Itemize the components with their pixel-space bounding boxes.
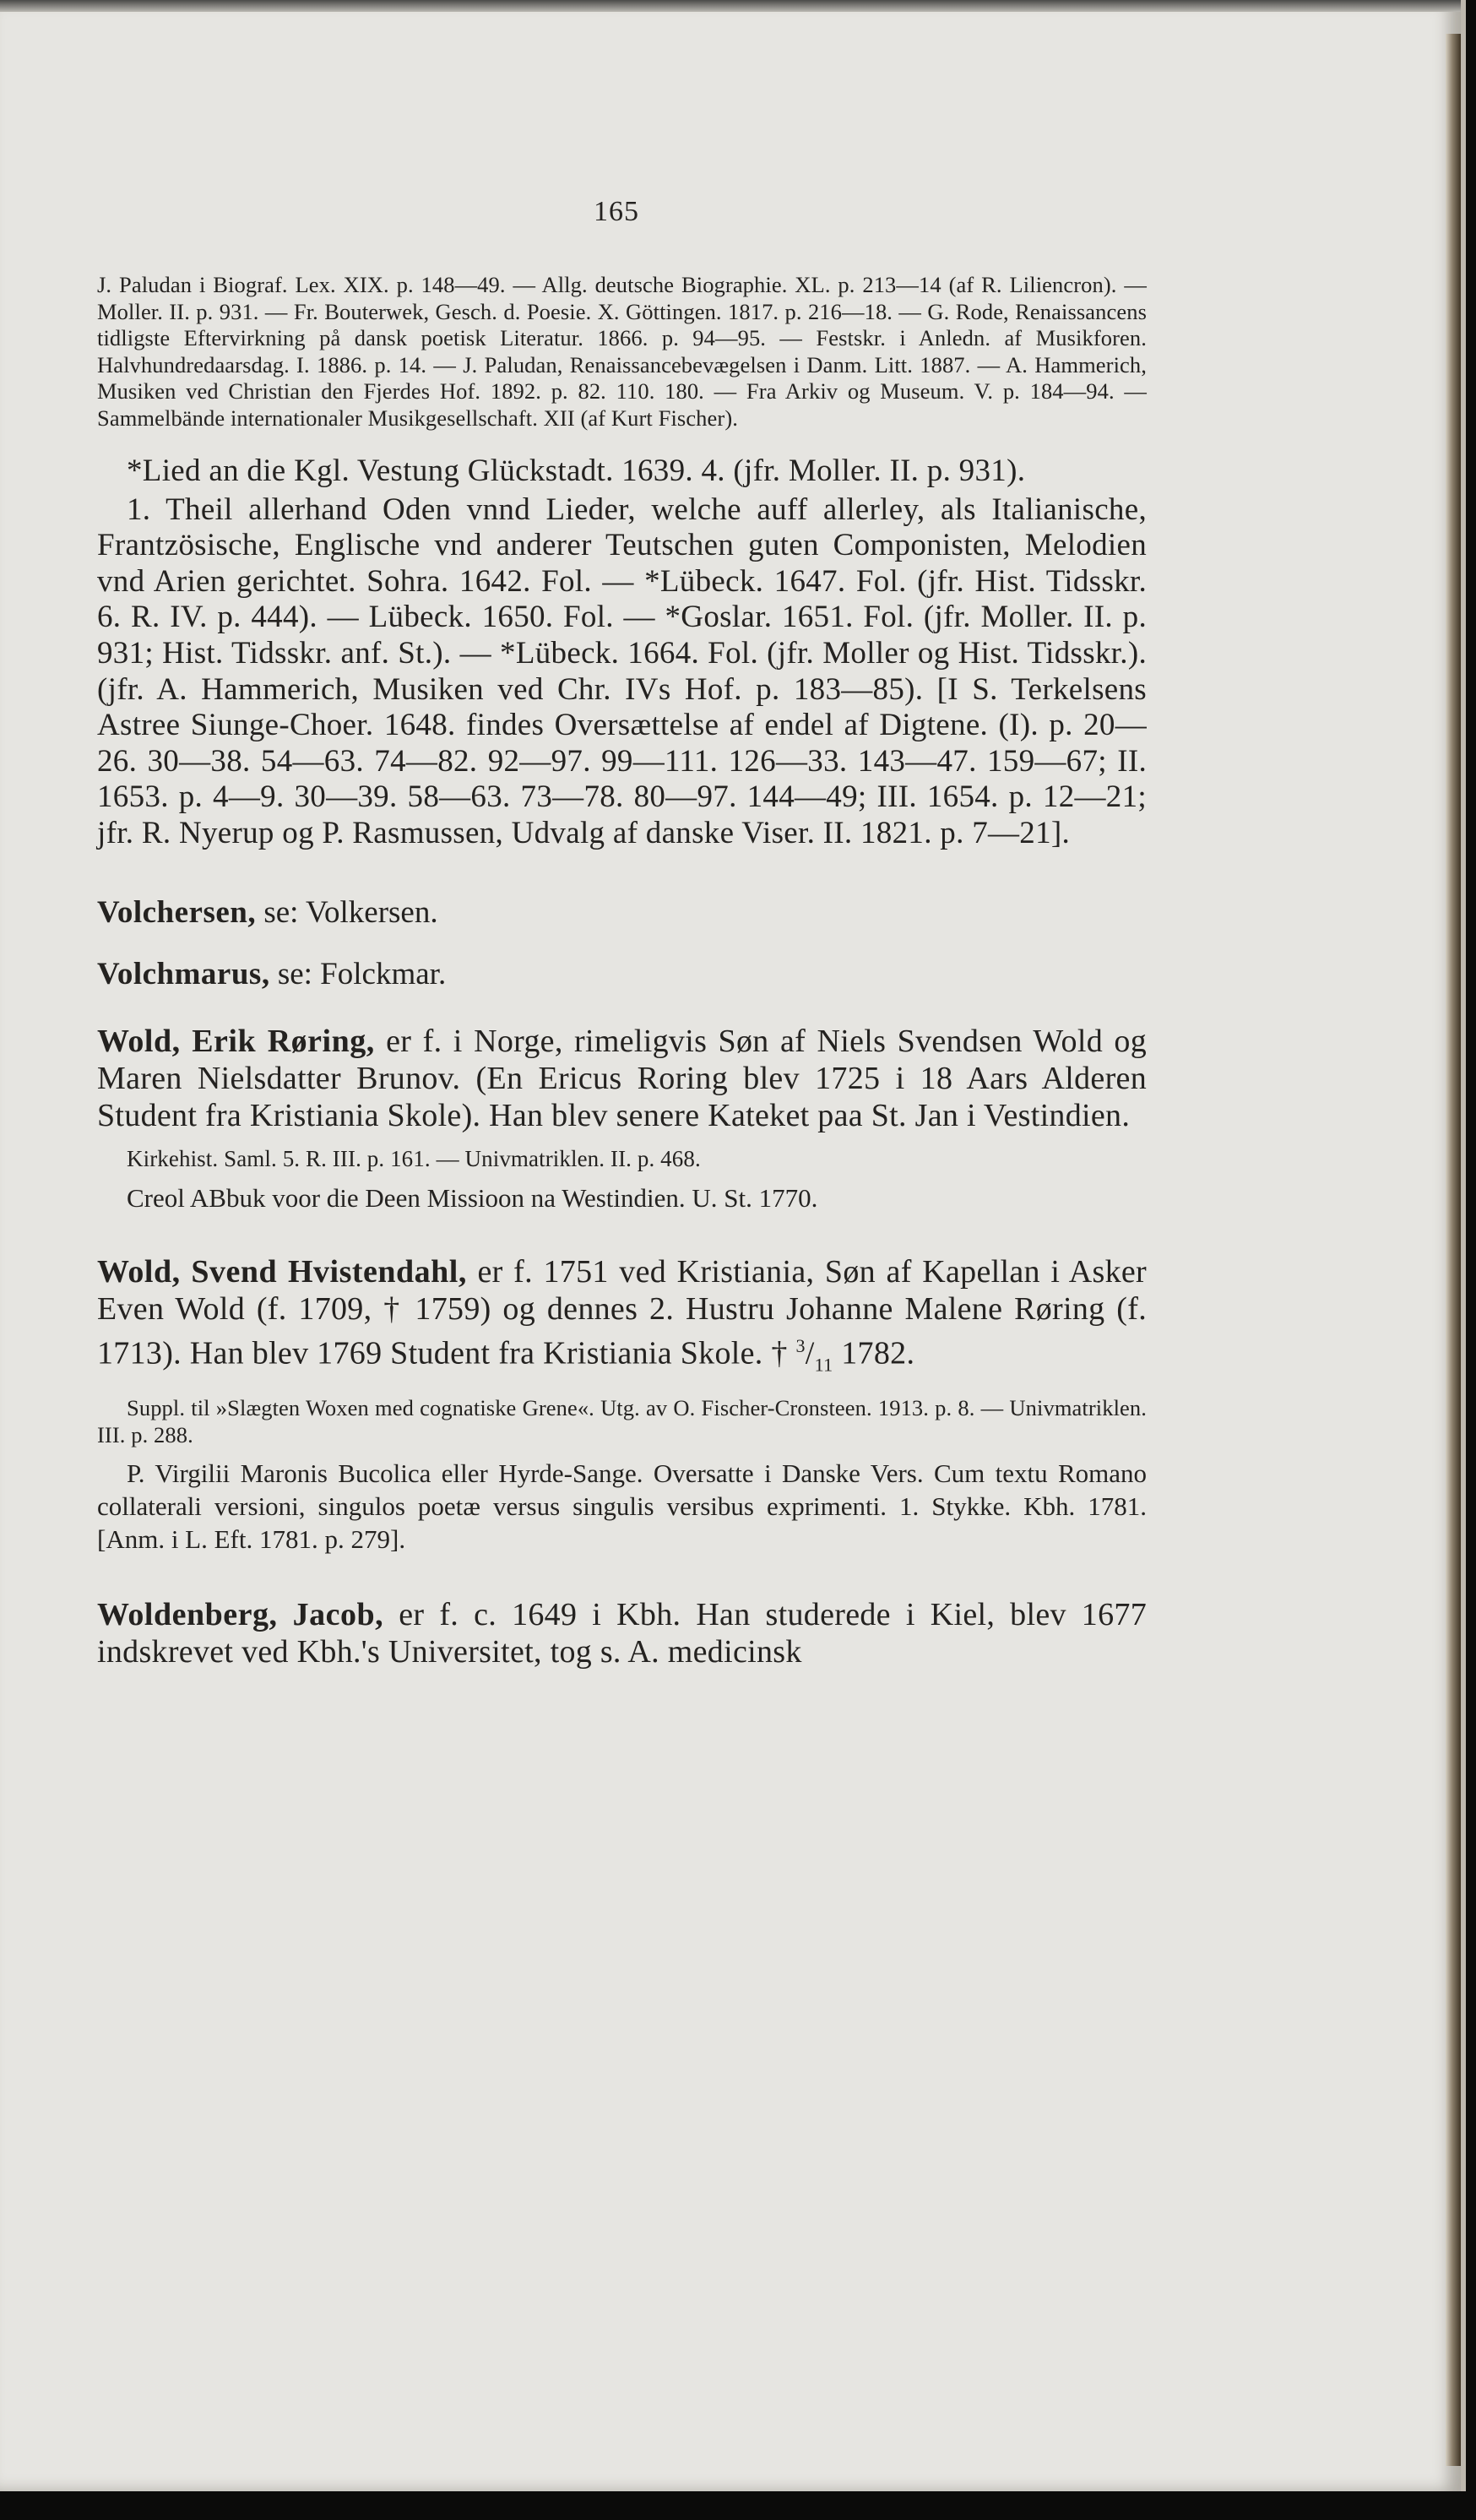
death-day: 3 (795, 1335, 806, 1357)
entry-crossref: se: Volkersen. (256, 894, 438, 930)
entry-text: er f. 1751 ved Kristiania, Søn af Kapellan i Asker Even Wold (f. 1709, † 1759) og dennes 2. Hustru Johanne Malene Røring (f. 1713). Han blev 1769 Student fra Kristiania Skole. † (97, 1254, 1147, 1371)
work-oden-und-lieder: 1. Theil allerhand Oden vnnd Lieder, welche auff allerley, als Italianische, Frantzösische, Englische vnd anderer Teutschen guten Componisten, Melodien vnd Arien gerichtet. Sohra. 1642. Fol. — *Lübeck. 1647. Fol. (jfr. Hist. Tidsskr. 6. R. IV. p. 444). — Lübeck. 1650. Fol. — *Goslar. 1651. Fol. (jfr. Moller. II. p. 931; Hist. Tidsskr. anf. St.). — *Lübeck. 1664. Fol. (jfr. Moller og Hist. Tidsskr.). (jfr. A. Hammerich, Musiken ved Chr. IVs Hof. p. 183—85). [I S. Terkelsens Astree Siunge-Choer. 1648. findes Oversættelse af endel af Digtene. (I). p. 20—26. 30—38. 54—63. 74—82. 92—97. 99—111. 126—33. 143—47. 159—67; II. 1653. p. 4—9. 30—39. 58—63. 73—78. 80—97. 144—49; III. 1654. p. 12—21; jfr. R. Nyerup og P. Rasmussen, Udvalg af danske Viser. II. 1821. p. 7—21]. (97, 492, 1147, 850)
references-wold-erik: Kirkehist. Saml. 5. R. III. p. 161. — Univmatriklen. II. p. 468. (127, 1145, 701, 1171)
entry-name: Volchmarus, (97, 956, 270, 991)
entry-wold-erik (97, 1023, 1147, 1134)
entry-name: Volchersen, (97, 894, 257, 930)
entry-wold-svend: Wold, Svend Hvistendahl, er f. 1751 ved Kristiania, Søn af Kapellan i Asker Even Wold (f. 1709, † 1759) og dennes 2. Hustru Johanne Malene Røring (f. 1713). Han blev 1769 Student fra Kristiania Skole. † $^3/_{11}$ 1782. (97, 1254, 1147, 1376)
entry-text: er f. c. 1649 i Kbh. Han studerede i Kiel, blev 1677 indskrevet ved Kbh.'s Universitet, tog s. A. medicinsk (97, 1597, 1147, 1670)
page-text (97, 272, 1147, 1670)
page-number: 165 (594, 196, 639, 227)
death-month: 11 (814, 1354, 833, 1376)
entry-crossref: se: Folckmar. (269, 956, 447, 991)
entry-volchmarus (97, 956, 1147, 992)
scan-top-edge (0, 0, 1461, 12)
entry-name: Wold, Erik Røring, (97, 1023, 375, 1059)
entry-name: Wold, Svend Hvistendahl, (97, 1254, 467, 1290)
entry-volchersen (97, 894, 1147, 931)
work-lied-glueckstadt: *Lied an die Kgl. Vestung Glückstadt. 1639. 4. (jfr. Moller. II. p. 931). (127, 453, 1026, 488)
references-paludan: J. Paludan i Biograf. Lex. XIX. p. 148—49. — Allg. deutsche Biographie. XL. p. 213—14 (af R. Liliencron). — Moller. II. p. 931. — Fr. Bouterwek, Gesch. d. Poesie. X. Göttingen. 1817. p. 216—18. — G. Rode, Renaissancens tidligste Eftervirkning på dansk poetisk Literatur. 1866. p. 94—95. — Festskr. i Anledn. af Musikforen. Halvhundredaarsdag. I. 1886. p. 14. — J. Paludan, Renaissancebevægelsen i Danm. Litt. 1887. — A. Hammerich, Musiken ved Christian den Fjerdes Hof. 1892. p. 82. 110. 180. — Fra Arkiv og Museum. V. p. 184—94. — Sammelbände internationaler Musikgesellschaft. XII (af Kurt Fischer). (97, 272, 1147, 431)
work-virgilii-bucolica: P. Virgilii Maronis Bucolica eller Hyrde-Sange. Oversatte i Danske Vers. Cum textu Romano collaterali versioni, singulos poetæ versus singulis versibus exprimenti. 1. Stykke. Kbh. 1781. [Anm. i L. Eft. 1781. p. 279]. (97, 1458, 1147, 1555)
entry-woldenberg (97, 1596, 1147, 1670)
work-creol-abbuk: Creol ABbuk voor die Deen Missioon na Westindien. U. St. 1770. (127, 1183, 818, 1214)
entry-text-end: 1782. (833, 1335, 915, 1371)
entry-name: Woldenberg, Jacob, (97, 1597, 384, 1633)
references-wold-svend: Suppl. til »Slægten Woxen med cognatiske Grene«. Utg. av O. Fischer-Cronsteen. 1913. p. 8. — Univmatriklen. III. p. 288. (97, 1395, 1147, 1447)
book-spine-edge (1446, 34, 1461, 2466)
entry-text: er f. i Norge, rimeligvis Søn af Niels Svendsen Wold og Maren Nielsdatter Brunov. (En Ericus Roring blev 1725 i 18 Aars Alderen Student fra Kristiania Skole). Han blev senere Kateket paa St. Jan i Vestindien. (97, 1023, 1148, 1133)
